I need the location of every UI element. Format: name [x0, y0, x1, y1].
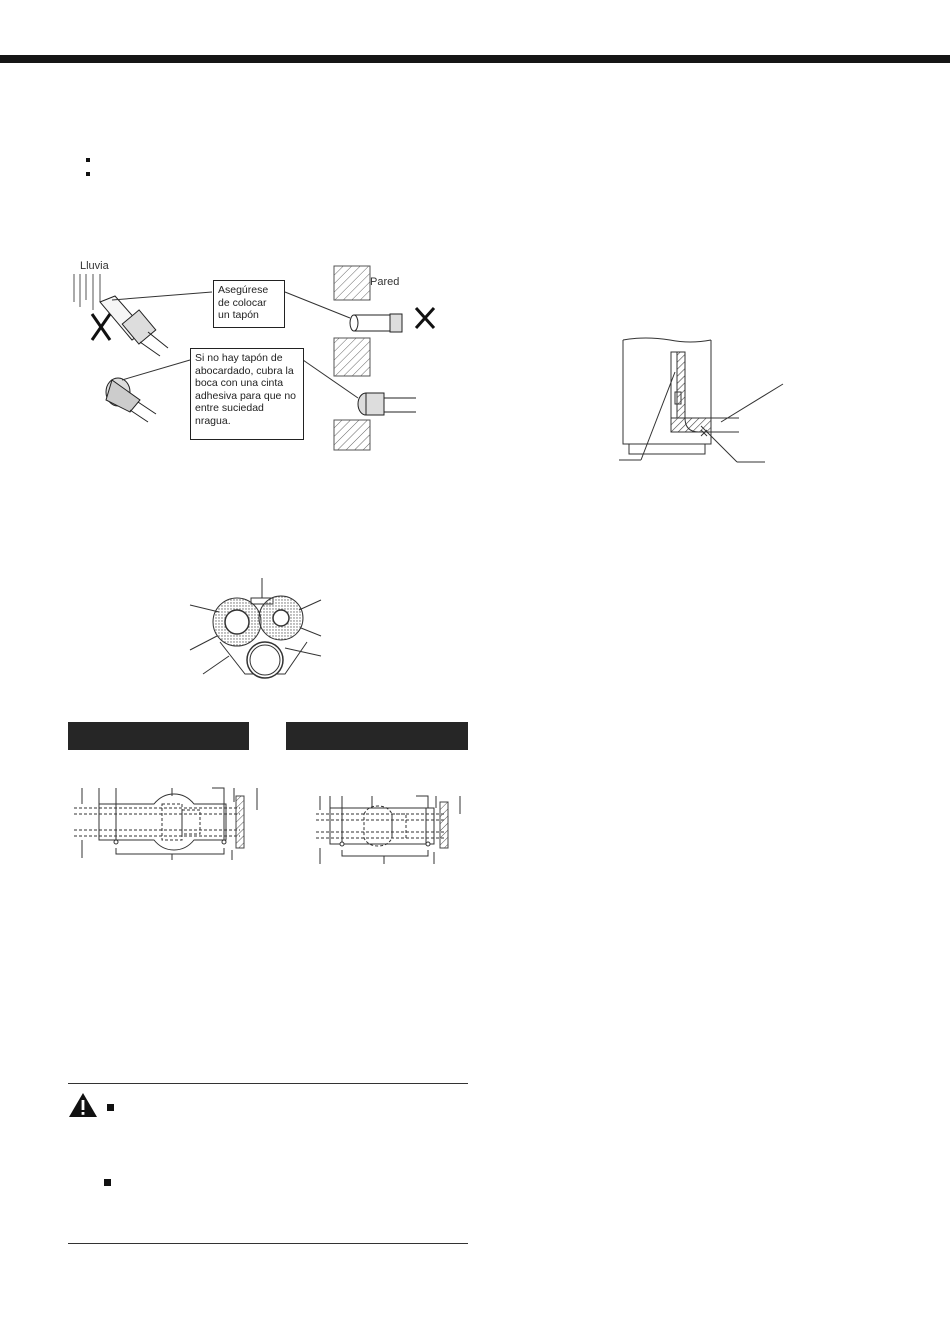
joint-left-drawing [74, 786, 264, 868]
callout-cap: Asegúrese de colocar un tapón [213, 280, 285, 328]
pipe-taped [106, 378, 156, 422]
warning-triangle-icon [68, 1092, 98, 1118]
pipe-bundle-drawing [185, 578, 325, 683]
callout-tape: Si no hay tapón de abocardado, cubra la boca con una cinta adhesiva para que no entre suciedad nragua. [190, 348, 304, 440]
bullet-list [86, 158, 92, 186]
warning-bullet [107, 1104, 114, 1111]
figure-joint-right [316, 792, 466, 870]
figure-joint-left [74, 786, 264, 868]
warning-rule-top [68, 1083, 468, 1084]
warning-bullet [104, 1179, 111, 1186]
rain-lines [74, 274, 100, 310]
figure-flare-cap [60, 252, 450, 477]
wall-block [334, 266, 370, 300]
figure-drain-section [615, 332, 785, 464]
x-mark-icon [416, 308, 434, 328]
figure-pipe-bundle [185, 578, 325, 683]
pipe-capped-right [358, 393, 416, 415]
rain-label: Lluvia [80, 260, 109, 272]
section-header-right [286, 722, 468, 750]
warning-rule-bottom [68, 1243, 468, 1244]
section-header-left [68, 722, 249, 750]
top-rule [0, 55, 950, 63]
bullet-square [86, 158, 90, 162]
pipe-capped-wrong [350, 314, 402, 332]
bullet-square [86, 172, 90, 176]
drain-section-drawing [615, 332, 785, 464]
wall-block [334, 338, 370, 376]
wall-label: Pared [370, 276, 400, 288]
wall-block [334, 420, 370, 450]
warning-triangle-drawing [68, 1092, 98, 1118]
joint-right-drawing [316, 792, 466, 870]
pipe-up-wrong [100, 296, 168, 356]
x-mark-icon [92, 314, 110, 340]
